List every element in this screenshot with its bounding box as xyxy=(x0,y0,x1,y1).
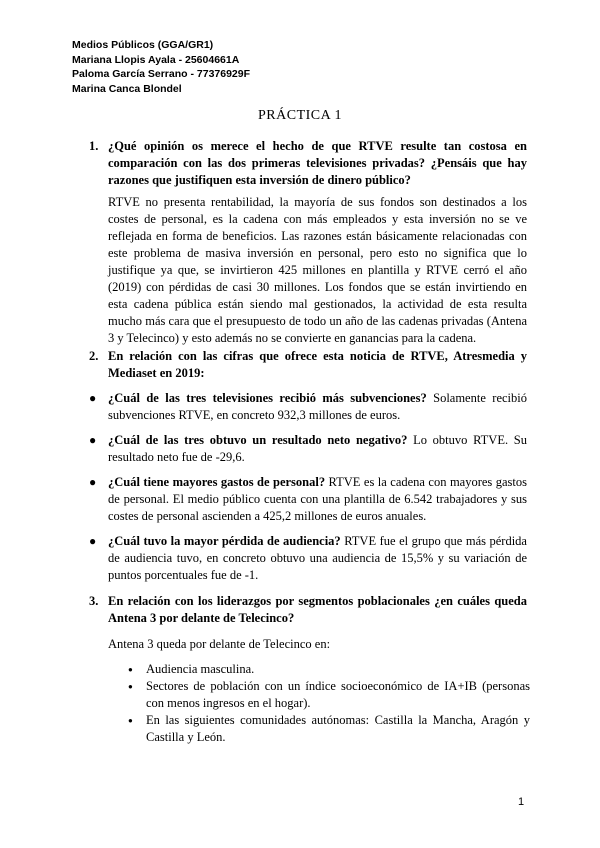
bullet-icon: ● xyxy=(89,475,97,489)
question-1-text: ¿Qué opinión os merece el hecho de que RTVE resulte tan costosa en comparación con las dos primeras televisiones privadas? ¿Pensáis que hay razones que justifiquen esta inversión de dinero público? xyxy=(108,139,527,187)
bullet-4-answer: RTVE fue el grupo que más pérdida de audiencia tuvo, en concreto obtuvo una audiencia de 15,5% y su variación de puntos porcentuales fue de -1. xyxy=(108,534,527,582)
header-course: Medios Públicos (GGA/GR1) xyxy=(72,39,214,51)
question-3-item-3: En las siguientes comunidades autónomas: Castilla la Mancha, Aragón y Castilla y León. xyxy=(146,713,530,744)
bullet-1-question: ¿Cuál de las tres televisiones recibió más subvenciones? xyxy=(108,391,427,405)
header-author-2: Paloma García Serrano - 77376929F xyxy=(72,68,251,80)
question-3-item-1: Audiencia masculina. xyxy=(146,662,255,676)
question-2-number: 2. xyxy=(89,349,99,363)
bullet-icon: ● xyxy=(89,391,97,405)
question-3-number: 3. xyxy=(89,594,99,608)
bullet-2-answer: Lo obtuvo RTVE. Su resultado neto fue de -29,6. xyxy=(108,433,527,464)
bullet-icon: ● xyxy=(89,433,97,447)
author-header xyxy=(72,38,250,96)
bullet-4-question: ¿Cuál tuvo la mayor pérdida de audiencia? xyxy=(108,534,341,548)
bullet-1-answer: Solamente recibió subvenciones RTVE, en concreto 932,3 millones de euros. xyxy=(108,391,527,422)
header-author-1: Mariana Llopis Ayala - 25604661A xyxy=(72,53,240,66)
bullet-2-question: ¿Cuál de las tres obtuvo un resultado neto negativo? xyxy=(108,433,408,447)
page-title: PRÁCTICA 1 xyxy=(258,108,342,123)
bullet-icon: ● xyxy=(128,716,133,725)
question-2-bullet-4 xyxy=(108,533,527,584)
question-3-intro: Antena 3 queda por delante de Telecinco en: xyxy=(108,637,331,651)
bullet-3-answer: RTVE es la cadena con mayores gastos de personal. El medio público cuenta con una plantilla de 6.542 trabajadores y sus costes de personal ascienden a 425,2 millones de euros anuales. xyxy=(108,475,528,523)
question-3-text: En relación con los liderazgos por segmentos poblacionales ¿en cuáles queda Antena 3 por delante de Telecinco? xyxy=(108,594,527,625)
question-1-number: 1. xyxy=(89,139,99,153)
question-1-answer: RTVE no presenta rentabilidad, la mayoría de sus fondos son destinados a los costes de personal, es la cadena con más empleados y esta inversión no se ve reflejada en forma de beneficios. Las razones están básicamente relacionadas con este problema de masiva inversión en personal, pero esto no significa que lo justifique ya que, se invirtieron 425 millones en plantilla y RTVE cerró el año (2019) con pérdidas de casi 30 millones. Los fondos que se están invirtiendo en esta cadena pública están siendo mal gestionados, la actividad de esta resulta mucho más cara que el presupuesto de todo un año de las cadenas privadas (Antena 3 y Telecinco) y esto además no se convierte en ganancias para la cadena. xyxy=(108,195,527,345)
question-2-bullet-3 xyxy=(108,474,527,525)
bullet-icon: ● xyxy=(128,665,133,674)
question-3-item-2: Sectores de población con un índice socioeconómico de IA+IB (personas con menos ingresos en el hogar). xyxy=(146,679,530,710)
question-2-bullet-2 xyxy=(108,432,527,466)
question-2-bullet-1 xyxy=(108,390,527,424)
bullet-icon: ● xyxy=(89,534,97,548)
bullet-3-question: ¿Cuál tiene mayores gastos de personal? xyxy=(108,475,326,489)
header-author-3: Marina Canca Blondel xyxy=(72,82,182,95)
bullet-icon: ● xyxy=(128,682,133,691)
page-number: 1 xyxy=(518,796,525,808)
question-2-text: En relación con las cifras que ofrece esta noticia de RTVE, Atresmedia y Mediaset en 2019: xyxy=(108,349,527,380)
